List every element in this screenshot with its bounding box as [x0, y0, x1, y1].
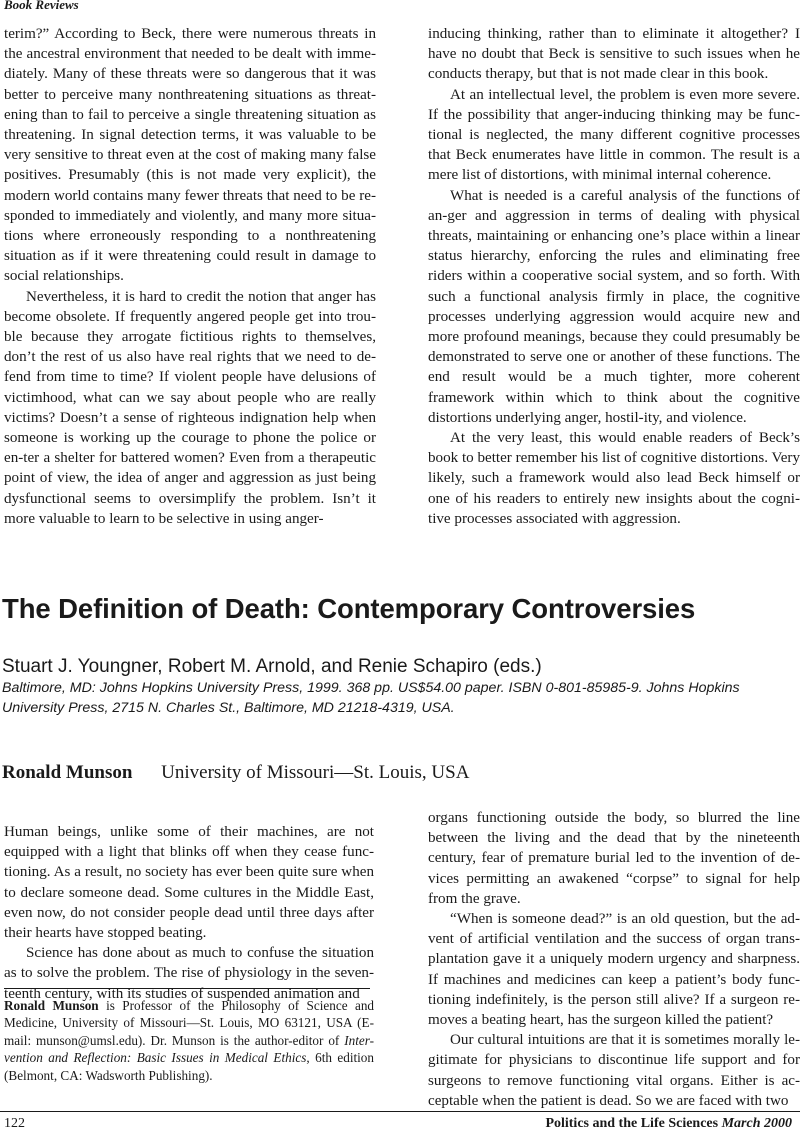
paragraph: inducing thinking, rather than to eliminate it altogether? I have no doubt that Beck is sensitive to such issues when he conducts therapy, but that is not made clear in this book.: [428, 26, 800, 83]
reviewer-affiliation: University of Missouri—St. Louis, USA: [161, 762, 470, 783]
publication-info: Baltimore, MD: Johns Hopkins University Press, 1999. 368 pp. US$54.00 paper. ISBN 0-801-85985-9. Johns Hopkins University Press, 2715 N. Charles St., Baltimore, MD 21218-4319, USA.: [2, 680, 740, 716]
footnote-name: Ronald Munson: [4, 998, 99, 1013]
top-right-column: [428, 24, 800, 529]
bottom-left-column: [4, 822, 374, 1004]
paragraph: What is needed is a careful analysis of the functions of an-ger and aggression in terms of dealing with physical threats, maintaining or enhancing one’s place within a linear status hierarchy, enforcing the rules and eliminating free riders within a cooperative social system, and so forth. With such a functional analysis firmly in place, the cognitive processes underlying aggression would acquire new and more profound meanings, because they could presumably be demonstrated to serve one or another of these functions. The end result would be a much tighter, more coherent framework within which to think about the cognitive distortions underlying anger, hostil-ity, and violence.: [428, 187, 800, 426]
paragraph: Human beings, unlike some of their machines, are not equipped with a light that blinks off when they cease func-tioning. As a result, no society has ever been quite sure when to declare someone dead. Some cultures in the Middle East, even now, do not consider people dead until three days after their hearts have stopped beating.: [4, 824, 374, 942]
footnote-text-end: , 6th edition (Belmont, CA: Wadsworth Publishing).: [4, 1050, 374, 1083]
journal-name: Politics and the Life Sciences: [545, 1116, 719, 1131]
paragraph: At an intellectual level, the problem is even more severe. If the possibility that anger-inducing thinking may be func-tional is neglected, the many different cognitive processes that Beck enumerates have little in common. The result is a mere list of distortions, with minimal internal coherence.: [428, 86, 800, 184]
footnote-book-title: Inter-vention and Reflection: Basic Issues in Medical Ethics: [4, 1032, 374, 1066]
paragraph: Nevertheless, it is hard to credit the notion that anger has become obsolete. If frequently angered people get into trou-ble because they arrogate fictitious rights to themselves, don’t the rest of us also have real rights that we need to de-fend from time to time? If violent people have delusions of victimhood, what can we say about people who are really victims? Doesn’t a sense of righteous indignation help when someone is working up the courage to phone the police or en-ter a shelter for battered women? Even from a therapeutic point of view, the idea of anger and aggression as just being dysfunctional seems to oversimplify the problem. Isn’t it more valuable to learn to be selective in using anger-: [4, 288, 376, 527]
paragraph: Science has done about as much to confuse the situation as to solve the problem. The rise of physiology in the seven-teenth century, with its studies of suspended animation and: [4, 945, 374, 1002]
paragraph: terim?” According to Beck, there were numerous threats in the ancestral environment that needed to be dealt with imme-diately. Many of these threats were so dangerous that it was better to perceive many nonthreatening situations as threat-ening than to fail to perceive a single threatening situation as threatening. In signal detection terms, it was valuable to be very sensitive to threat even at the cost of making many false positives. Presumably (this is not made very explicit), the modern world contains many fewer threats that need to be re-sponded to immediately and violently, and many more situa-tions where erroneously responding to a nonthreatening situation as if it were threatening could result in damage to social relationships.: [4, 26, 376, 285]
issue-date: March 2000: [721, 1116, 792, 1131]
author-footnote: [4, 997, 374, 1084]
book-authors: Stuart J. Youngner, Robert M. Arnold, and Renie Schapiro (eds.): [2, 656, 542, 677]
reviewer-name: Ronald Munson: [2, 762, 133, 783]
reviewer-line: [2, 762, 469, 784]
paragraph: “When is someone dead?” is an old question, but the ad-vent of artificial ventilation and the success of organ trans-plantation gave it a uniquely modern urgency and sharpness. If machines and medicines can keep a patient’s body func-tioning indefinitely, is the person still alive? If a surgeon re-moves a beating heart, has the surgeon killed the patient?: [428, 911, 800, 1029]
bottom-right-column: [428, 808, 800, 1111]
footnote-divider: [4, 988, 370, 989]
page-number: 122: [4, 1116, 25, 1131]
paragraph: Our cultural intuitions are that it is sometimes morally le-gitimate for physicians to discontinue life support and for surgeons to remove functioning vital organs. Either is ac-ceptable when the patient is dead. So we are faced with two: [428, 1032, 800, 1109]
review-title: The Definition of Death: Contemporary Controversies: [2, 593, 696, 624]
paragraph: At the very least, this would enable readers of Beck’s book to better remember his list of cognitive distortions. Very likely, such a framework would also lead Beck himself or one of his readers to entirely new insights about the cogni-tive processes associated with aggression.: [428, 430, 800, 527]
running-head: Book Reviews: [4, 0, 79, 12]
paragraph: organs functioning outside the body, so blurred the line between the living and the dead that by the nineteenth century, fear of premature burial led to the invention of de-vices permitting an awakened “corpse” to signal for help from the grave.: [428, 810, 800, 907]
footer-divider: [0, 1111, 800, 1112]
footnote-text: is Professor of the Philosophy of Science and Medicine, University of Missouri—St. Louis, MO 63121, USA (E-mail: munson@umsl.edu). Dr. Munson is the author-editor of: [4, 998, 375, 1048]
journal-footer: [545, 1116, 792, 1132]
top-left-column: [4, 24, 376, 529]
